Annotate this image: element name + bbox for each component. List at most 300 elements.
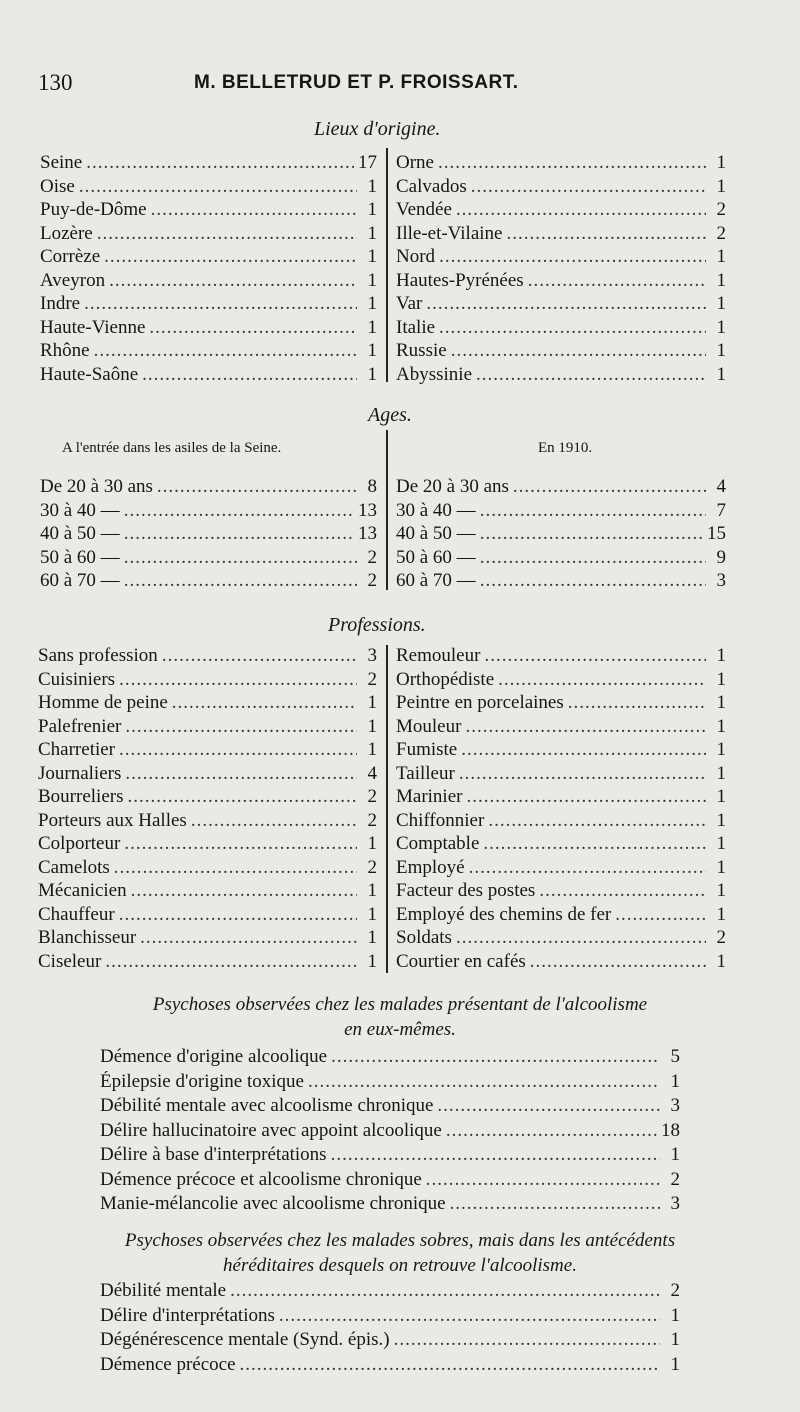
row-count: 1 [716,293,726,314]
dot-leader [97,223,357,245]
row-count: 1 [670,1144,680,1165]
row-label: 40 à 50 — [396,523,476,544]
row-label: Nord [396,246,436,267]
table-row [40,317,377,341]
row-count: 3 [716,570,726,591]
row-label: Délire hallucinatoire avec appoint alcoolique [100,1119,442,1141]
row-label: Lozère [40,222,93,244]
table-row [396,500,726,524]
dot-leader [476,364,706,386]
psychoses-alcohol-heading-line2: en eux-mêmes. [344,1019,456,1040]
table-row [40,246,377,270]
dot-leader [140,927,357,949]
row-label: 40 à 50 — [40,523,120,544]
row-count: 1 [716,856,726,878]
dot-leader [394,1329,660,1351]
row-label: Employé [396,856,465,878]
row-label: Calvados [396,175,467,197]
row-count: 2 [670,1280,680,1301]
row-count: 17 [358,152,377,173]
dot-leader [124,523,354,545]
dot-leader [114,857,357,879]
table-row [396,739,726,763]
table-row [40,293,377,317]
row-label: Manie-mélancolie avec alcoolisme chronique [100,1193,446,1214]
professions-right-list [396,645,726,974]
dot-leader [172,692,357,714]
table-row [396,246,726,270]
row-count: 1 [367,715,377,737]
row-count: 3 [670,1193,680,1214]
dot-leader [488,810,706,832]
table-row [396,669,726,693]
dot-leader [151,199,357,221]
row-label: Oise [40,175,75,197]
dot-leader [125,716,357,738]
row-count: 1 [716,692,726,713]
row-label: Remouleur [396,645,481,666]
dot-leader [94,340,357,362]
row-label: Dégénérescence mentale (Synd. épis.) [100,1329,390,1350]
row-label: Courtier en cafés [396,950,526,972]
row-count: 1 [367,222,377,244]
table-row [396,810,726,834]
row-label: Cuisiniers [38,668,116,690]
professions-divider [386,645,388,973]
row-count: 1 [716,762,726,784]
row-count: 15 [707,523,726,544]
table-row [38,716,377,740]
row-count: 1 [367,363,377,385]
table-row [40,340,377,364]
dot-leader [79,176,357,198]
row-label: Orne [396,152,434,173]
row-count: 2 [367,856,377,878]
row-label: De 20 à 30 ans [396,476,509,497]
row-count: 3 [367,645,377,666]
row-count: 1 [670,1304,680,1326]
table-row [38,786,377,810]
row-label: Italie [396,316,436,338]
dot-leader [426,293,706,315]
ages-left-heading: A l'entrée dans les asiles de la Seine. [62,440,282,456]
dot-leader [446,1120,657,1142]
dot-leader [331,1046,660,1068]
table-row [100,1354,680,1379]
dot-leader [513,476,706,498]
ages-left-list [40,476,377,594]
dot-leader [308,1071,660,1093]
dot-leader [459,763,706,785]
table-row [40,570,377,594]
dot-leader [528,270,706,292]
table-row [396,293,726,317]
row-label: Sans profession [38,645,158,666]
row-label: Colporteur [38,833,121,854]
dot-leader [230,1280,660,1302]
dot-leader [506,223,706,245]
table-row [396,340,726,364]
table-row [396,152,726,176]
dot-leader [465,716,706,738]
dot-leader [438,152,706,174]
table-row [396,833,726,857]
row-label: Fumiste [396,739,458,760]
dot-leader [466,786,706,808]
ages-divider [386,430,388,590]
row-label: Homme de peine [38,692,168,713]
row-label: Chauffeur [38,903,115,925]
row-count: 1 [367,880,377,901]
row-count: 2 [367,570,377,591]
row-count: 1 [716,739,726,760]
row-count: 1 [716,880,726,901]
row-label: Délire à base d'interprétations [100,1144,327,1165]
table-row [396,223,726,247]
psychoses-alcohol-list [100,1046,680,1218]
page-header [38,70,758,104]
table-row [40,500,377,524]
row-label: Démence précoce [100,1353,236,1375]
row-count: 1 [367,692,377,713]
ages-right-heading: En 1910. [538,440,593,456]
row-label: Aveyron [40,269,106,291]
table-row [38,810,377,834]
row-label: Employé des chemins de fer [396,903,612,925]
table-row [38,763,377,787]
dot-leader [149,317,357,339]
table-row [396,199,726,223]
row-label: 60 à 70 — [40,570,120,591]
row-label: Délire d'interprétations [100,1304,275,1326]
row-label: Marinier [396,786,463,807]
row-label: Palefrenier [38,715,122,737]
row-label: Camelots [38,856,110,878]
dot-leader [162,645,357,667]
dot-leader [119,669,357,691]
row-count: 2 [367,668,377,690]
row-count: 1 [367,269,377,291]
row-label: Charretier [38,739,116,760]
table-row [38,904,377,928]
dot-leader [125,763,357,785]
dot-leader [539,880,706,902]
table-row [40,547,377,571]
dot-leader [124,833,357,855]
table-row [100,1280,680,1305]
row-label: Démence d'origine alcoolique [100,1046,328,1067]
row-count: 1 [716,175,726,197]
row-label: Puy-de-Dôme [40,199,147,220]
table-row [100,1329,680,1354]
row-label: Mécanicien [38,880,127,901]
row-label: Abyssinie [396,363,472,385]
table-row [38,880,377,904]
dot-leader [279,1305,660,1327]
row-label: 50 à 60 — [40,546,120,568]
dot-leader [615,904,706,926]
dot-leader [484,645,706,667]
dot-leader [498,669,706,691]
row-count: 1 [367,950,377,972]
row-count: 9 [716,546,726,568]
dot-leader [450,1193,660,1215]
row-label: Débilité mentale [100,1280,227,1301]
row-label: Ciseleur [38,950,102,972]
row-count: 2 [367,546,377,568]
dot-leader [331,1144,660,1166]
table-row [396,317,726,341]
psychoses-alcohol-heading-line1: Psychoses observées chez les malades présentant de l'alcoolisme [152,994,648,1015]
row-count: 2 [716,199,726,220]
table-row [396,645,726,669]
table-row [38,645,377,669]
table-row [396,951,726,975]
dot-leader [124,500,354,522]
row-count: 1 [716,340,726,361]
table-row [100,1046,680,1071]
row-count: 2 [716,927,726,948]
row-count: 1 [670,1353,680,1375]
dot-leader [439,317,706,339]
dot-leader [471,176,706,198]
table-row [100,1095,680,1120]
dot-leader [451,340,706,362]
row-count: 1 [716,152,726,173]
row-label: Var [396,293,423,314]
row-label: De 20 à 30 ans [40,476,153,497]
row-count: 4 [716,476,726,497]
dot-leader [480,500,706,522]
page-number: 130 [38,70,73,95]
row-label: Soldats [396,927,452,948]
table-row [40,364,377,388]
table-row [396,570,726,594]
row-count: 1 [716,668,726,690]
row-count: 2 [367,786,377,807]
dot-leader [240,1354,660,1376]
row-label: Rhône [40,340,90,361]
row-count: 8 [367,476,377,497]
row-count: 1 [716,269,726,291]
table-row [40,152,377,176]
psychoses-sober-list [100,1280,680,1378]
table-row [396,857,726,881]
table-row [40,270,377,294]
row-label: Peintre en porcelaines [396,692,564,713]
row-count: 1 [716,363,726,385]
dot-leader [124,547,357,569]
row-label: 30 à 40 — [396,499,476,521]
table-row [396,547,726,571]
row-count: 1 [367,903,377,925]
psychoses-alcohol-heading [40,992,760,1042]
dot-leader [480,547,706,569]
row-label: Débilité mentale avec alcoolisme chronique [100,1095,434,1116]
row-count: 1 [367,293,377,314]
table-row [38,857,377,881]
row-count: 2 [367,809,377,831]
row-count: 3 [670,1095,680,1116]
table-row [38,927,377,951]
row-label: Haute-Vienne [40,316,146,338]
row-label: Haute-Saône [40,363,139,385]
row-label: Comptable [396,833,480,854]
dot-leader [461,739,706,761]
row-count: 1 [367,833,377,854]
table-row [40,523,377,547]
table-row [38,669,377,693]
table-row [100,1071,680,1096]
row-label: Vendée [396,199,452,220]
table-row [396,716,726,740]
table-row [396,476,726,500]
table-row [38,739,377,763]
row-label: Seine [40,152,83,173]
dot-leader [84,293,357,315]
dot-leader [456,199,706,221]
table-row [396,880,726,904]
row-label: Russie [396,340,447,361]
dot-leader [104,246,357,268]
dot-leader [142,364,357,386]
origins-left-list [40,152,377,387]
row-count: 1 [367,316,377,338]
table-row [100,1193,680,1218]
row-count: 1 [367,199,377,220]
row-label: 60 à 70 — [396,570,476,591]
psychoses-sober-heading-line1: Psychoses observées chez les malades sobres, mais dans les antécédents [124,1230,676,1251]
row-label: 30 à 40 — [40,499,120,521]
dot-leader [480,523,703,545]
row-count: 1 [716,316,726,338]
dot-leader [568,692,706,714]
table-row [38,951,377,975]
table-row [100,1144,680,1169]
row-count: 7 [716,499,726,521]
row-count: 1 [716,645,726,666]
row-label: Blanchisseur [38,927,137,948]
dot-leader [530,951,706,973]
row-label: Facteur des postes [396,880,536,901]
dot-leader [131,880,357,902]
row-count: 1 [716,786,726,807]
row-label: Bourreliers [38,786,124,807]
row-label: Ille-et-Vilaine [396,222,503,244]
dot-leader [426,1169,660,1191]
row-count: 13 [358,523,377,544]
professions-left-list [38,645,377,974]
table-row [38,833,377,857]
table-row [38,692,377,716]
row-label: Chiffonnier [396,809,485,831]
dot-leader [119,904,357,926]
table-row [396,270,726,294]
row-count: 1 [716,833,726,854]
row-label: Hautes-Pyrénées [396,269,524,291]
row-label: Épilepsie d'origine toxique [100,1070,304,1092]
table-row [396,786,726,810]
row-count: 1 [716,246,726,267]
table-row [396,176,726,200]
table-row [396,523,726,547]
table-row [396,364,726,388]
professions-title: Professions. [328,614,426,636]
origins-title: Lieux d'origine. [314,118,441,140]
row-count: 5 [670,1046,680,1067]
dot-leader [109,270,357,292]
table-row [40,223,377,247]
dot-leader [124,570,357,592]
row-count: 2 [670,1168,680,1190]
row-label: Démence précoce et alcoolisme chronique [100,1168,422,1190]
row-count: 1 [367,927,377,948]
psychoses-sober-heading-line2: héréditaires desquels on retrouve l'alcoolisme. [223,1255,577,1276]
ages-right-list [396,476,726,594]
dot-leader [119,739,357,761]
row-count: 1 [716,715,726,737]
ages-title: Ages. [368,404,412,426]
row-label: 50 à 60 — [396,546,476,568]
dot-leader [437,1095,660,1117]
row-count: 1 [367,246,377,267]
row-count: 1 [367,739,377,760]
dot-leader [469,857,706,879]
table-row [100,1120,680,1145]
dot-leader [483,833,706,855]
row-count: 1 [367,175,377,197]
table-row [396,927,726,951]
table-row [100,1169,680,1194]
table-row [40,176,377,200]
row-label: Indre [40,293,81,314]
dot-leader [191,810,357,832]
row-label: Tailleur [396,762,455,784]
dot-leader [480,570,706,592]
row-count: 2 [716,222,726,244]
row-count: 4 [367,762,377,784]
dot-leader [105,951,357,973]
table-row [40,199,377,223]
row-label: Journaliers [38,762,122,784]
psychoses-sober-heading [30,1228,770,1278]
row-label: Porteurs aux Halles [38,809,187,831]
origins-divider [386,148,388,382]
row-label: Orthopédiste [396,668,495,690]
row-count: 1 [670,1070,680,1092]
table-row [100,1305,680,1330]
row-count: 13 [358,499,377,521]
row-count: 1 [367,340,377,361]
origins-right-list [396,152,726,387]
row-count: 18 [661,1119,680,1141]
row-count: 1 [670,1329,680,1350]
row-count: 1 [716,903,726,925]
table-row [396,904,726,928]
dot-leader [157,476,357,498]
row-label: Mouleur [396,715,462,737]
dot-leader [439,246,706,268]
row-count: 1 [716,809,726,831]
running-title: M. BELLETRUD ET P. FROISSART. [194,72,519,93]
table-row [396,763,726,787]
dot-leader [456,927,706,949]
dot-leader [127,786,357,808]
dot-leader [86,152,354,174]
table-row [396,692,726,716]
row-label: Corrèze [40,246,101,267]
table-row [40,476,377,500]
